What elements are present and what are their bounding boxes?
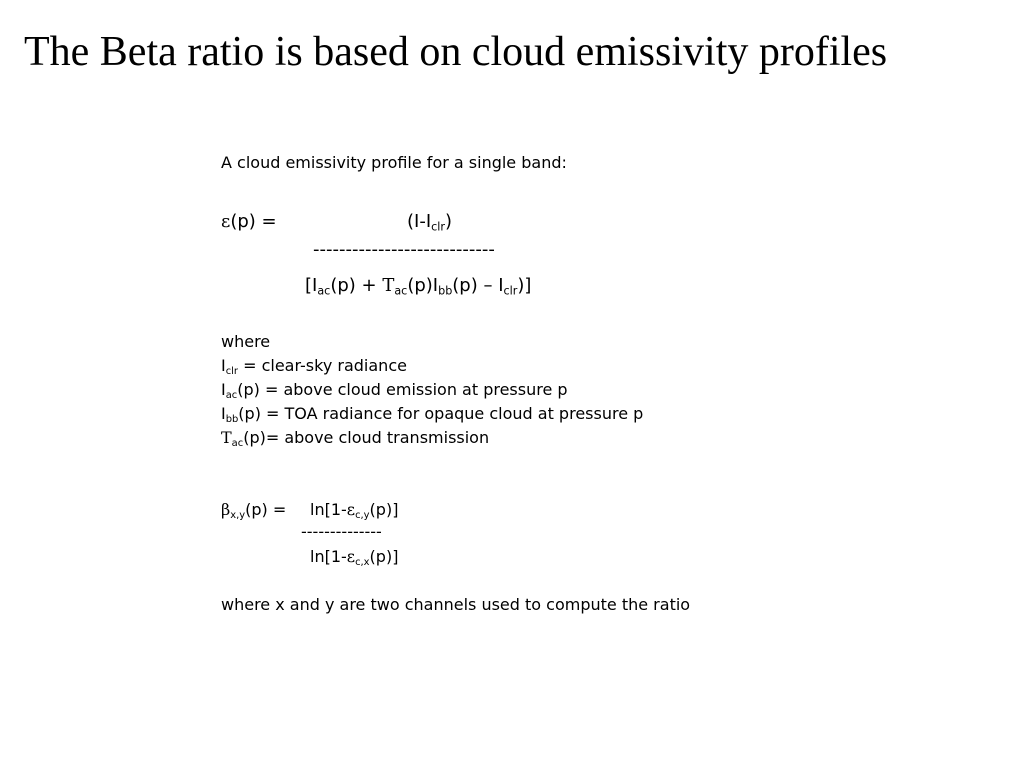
emissivity-lhs [221, 210, 277, 234]
definition-item: $I_{ac}(p)$ = above cloud emission at pressure p [221, 380, 568, 402]
beta-fraction-bar: -------------- [301, 522, 382, 541]
beta-footnote: where x and y are two channels used to compute the ratio [221, 595, 691, 614]
definition-item: $I_{bb}(p)$ = TOA radiance for opaque cloud at pressure p [221, 404, 644, 426]
slide-title: The Beta ratio is based on cloud emissivity profiles [24, 29, 888, 75]
tau-symbol: T [382, 275, 395, 296]
emissivity-numerator: $(I-I_{clr})$ [407, 211, 452, 234]
emissivity-intro: A cloud emissivity profile for a single band: [221, 153, 567, 172]
beta-numerator: $\ln[1-\varepsilon_{c,y}(p)]$ [310, 500, 399, 522]
definitions-where-label: where [221, 332, 271, 351]
epsilon-symbol: ε [221, 211, 231, 232]
beta-symbol: β [221, 500, 231, 519]
definition-item: $I_{clr}$ = clear-sky radiance [221, 356, 407, 378]
emissivity-lhs-rest: (p) = [230, 211, 277, 232]
beta-denominator: $\ln[1-\varepsilon_{c,x}(p)]$ [310, 547, 399, 569]
emissivity-denominator: $[I_{ac}(p) + T_{ac}(p)I_{bb}(p) - I_{clr})$] [305, 275, 532, 298]
emissivity-fraction-bar: ---------------------------- [313, 239, 495, 260]
definition-item: $T_{ac}(p)=$ above cloud transmission [221, 428, 490, 450]
beta-lhs: $\beta_{x,y}(p)$ = [221, 500, 287, 522]
